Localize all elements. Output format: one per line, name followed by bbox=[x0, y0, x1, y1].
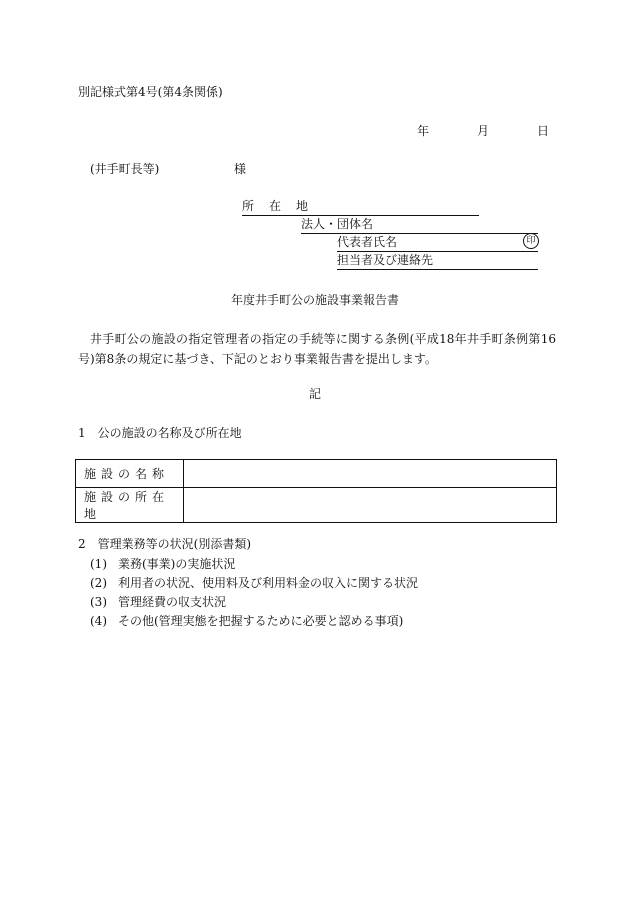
date-row bbox=[0, 123, 549, 139]
item-text: 業務(事業)の実施状況 bbox=[118, 557, 236, 571]
contact-label: 担当者及び連絡先 bbox=[337, 253, 434, 267]
facility-name-value[interactable] bbox=[184, 460, 557, 488]
honorific: 様 bbox=[234, 162, 247, 176]
list-item bbox=[90, 556, 235, 572]
date-year: 年 bbox=[416, 124, 429, 138]
section-2-heading: 2 管理業務等の状況(別添書類) bbox=[78, 537, 251, 551]
representative-label: 代表者氏名 bbox=[337, 235, 398, 249]
item-text: 管理経費の収支状況 bbox=[118, 595, 227, 609]
list-item bbox=[90, 594, 226, 610]
list-item bbox=[90, 613, 403, 629]
representative-line bbox=[337, 234, 538, 252]
seal-mark: 印 bbox=[523, 233, 539, 249]
contact-line bbox=[337, 252, 538, 270]
ki-heading: 記 bbox=[308, 387, 321, 401]
location-label: 所在地 bbox=[242, 199, 324, 213]
facility-table bbox=[75, 459, 557, 523]
table-row bbox=[76, 488, 557, 523]
facility-name-label: 施設の名称 bbox=[76, 460, 184, 488]
form-code: 別記様式第4号(第4条関係) bbox=[78, 85, 223, 99]
date-month: 月 bbox=[476, 124, 489, 138]
facility-location-label: 施設の所在地 bbox=[76, 488, 184, 523]
addressee: (井手町長等) bbox=[90, 162, 160, 176]
item-number: (3) bbox=[90, 595, 107, 609]
corporation-line bbox=[301, 216, 538, 234]
item-text: その他(管理実態を把握するために必要と認める事項) bbox=[118, 614, 404, 628]
body-paragraph: 井手町公の施設の指定管理者の指定の手続等に関する条例(平成18年井手町条例第16号)第8条の規定に基づき、下記のとおり事業報告書を提出します。 bbox=[78, 332, 556, 366]
table-row bbox=[76, 460, 557, 488]
location-line bbox=[242, 198, 479, 216]
facility-location-value[interactable] bbox=[184, 488, 557, 523]
item-number: (1) bbox=[90, 557, 107, 571]
section-1-heading: 1 公の施設の名称及び所在地 bbox=[78, 426, 242, 440]
date-day: 日 bbox=[536, 124, 549, 138]
corporation-label: 法人・団体名 bbox=[301, 217, 374, 231]
item-text: 利用者の状況、使用料及び利用料金の収入に関する状況 bbox=[118, 576, 419, 590]
item-number: (4) bbox=[90, 614, 107, 628]
list-item bbox=[90, 575, 418, 591]
document-title: 年度井手町公の施設事業報告書 bbox=[230, 293, 399, 307]
item-number: (2) bbox=[90, 576, 107, 590]
